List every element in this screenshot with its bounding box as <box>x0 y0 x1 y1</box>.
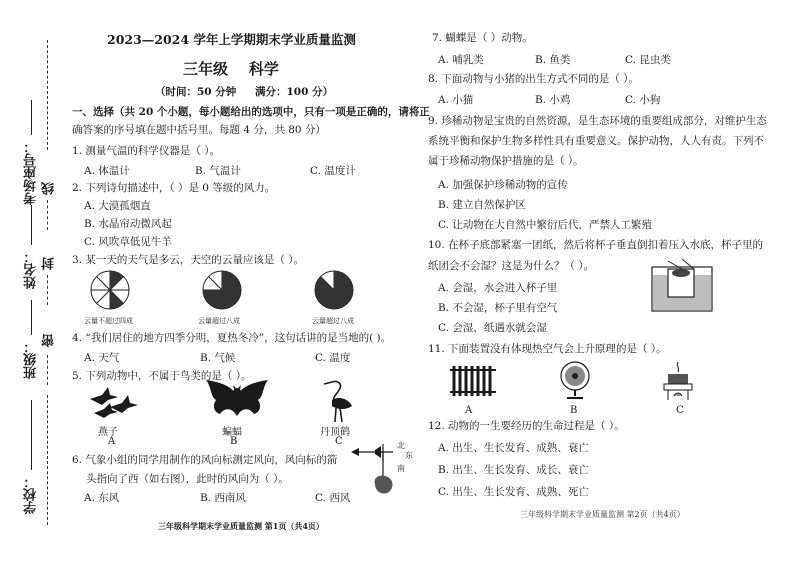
q8-option-a: A. 小猫 <box>438 94 474 106</box>
q2-option-a: A. 大漠孤烟直 <box>84 200 151 212</box>
q12-option-b: B. 出生、生长发育、成长、衰亡 <box>438 464 589 476</box>
q4-option-a: A. 天气 <box>84 352 120 364</box>
swallow-image <box>88 385 143 419</box>
q7-option-c: C. 昆虫类 <box>625 54 671 66</box>
section-instructions: 确答案的序号填在题中括号里。每题 4 分，共 80 分） <box>72 124 326 136</box>
q6-east-label: 东 <box>405 451 413 460</box>
q11-stem: 11. 下面装置没有体现热空气会上升原理的是（ ）。 <box>428 343 667 355</box>
cup-in-water-image <box>648 255 716 313</box>
q3-stem: 3. 某一天的天气是多云，天空的云量应该是（ ）。 <box>72 254 304 266</box>
exam-number-label: 考场座号： <box>24 140 39 205</box>
exam-time: （时间：50 分钟 <box>155 86 237 98</box>
q12-stem: 12. 动物的一生要经历的生命过程是（ ）。 <box>428 420 625 432</box>
q9-option-a: A. 加强保护珍稀动物的宣传 <box>438 179 568 191</box>
name-label: 姓名： <box>24 250 39 289</box>
fan-image <box>555 360 595 400</box>
q5-name-b: 蝙蝠 <box>222 427 242 438</box>
exam-score: 满分：100 分） <box>255 86 334 98</box>
q5-label-a: A <box>108 436 116 447</box>
q8-option-b: B. 小鸡 <box>535 94 571 106</box>
q10-option-b: B. 不会湿，杯子里有空气 <box>438 302 558 314</box>
footer-right: 三年级科学期末学业质量监测 第2页（共4页） <box>520 510 685 519</box>
q10-stem-line2: 纸团会不会湿？这是为什么？（ ）。 <box>428 260 595 272</box>
q5-label-c: C <box>335 436 343 447</box>
bat-image <box>202 378 272 422</box>
q5-label-b: B <box>230 436 238 447</box>
q6-stem-line2: 头指向了西（如右图），此时的风向为（ ）。 <box>86 473 289 485</box>
radiator-image <box>448 360 498 400</box>
school-label: 学校： <box>24 475 39 514</box>
section-title-text: 一、选择（共 20 个小题，每小题给出的选项中，只有一项是正确的，请将正 <box>72 106 430 118</box>
q6-option-b: B. 西南风 <box>200 492 246 504</box>
q1-option-a: A. 体温计 <box>84 165 130 177</box>
q6-option-a: A. 东风 <box>84 492 120 504</box>
q9-option-b: B. 建立自然保护区 <box>438 199 526 211</box>
grade-subject: 三年级 科学 <box>183 60 279 78</box>
q4-option-b: B. 气候 <box>200 352 236 364</box>
q6-option-c: C. 西风 <box>315 492 351 504</box>
q10-option-c: C. 会湿，纸遇水就会湿 <box>438 322 547 334</box>
q9-stem-line1: 9. 珍稀动物是宝贵的自然资源，是生态环境的重要组成部分，对维护生态 <box>428 115 767 127</box>
q1-option-c: C. 温度计 <box>310 165 356 177</box>
q6-stem-line1: 6. 气象小组的同学用制作的风向标测定风向，风向标的箭 <box>72 454 338 466</box>
q11-label-b: B <box>570 405 578 416</box>
q1-stem: 1. 测量气温的科学仪器是（ ）。 <box>72 145 220 157</box>
q7-option-b: B. 鱼类 <box>535 54 571 66</box>
q12-option-a: A. 出生、生长发育、成熟、衰亡 <box>438 442 589 454</box>
q9-stem-line2: 系统平衡和保护生物多样性具有重要意义。保护动物，人人有责。下列不 <box>428 135 764 147</box>
q5-name-a: 燕子 <box>98 427 118 438</box>
q4-option-c: C. 温度 <box>315 352 351 364</box>
secret-char: 密 <box>42 332 57 347</box>
q4-stem: 4. “我们居住的地方四季分明，夏热冬冷”，这句话讲的是当地的( )。 <box>72 332 392 344</box>
q2-option-b: B. 水晶帘动微风起 <box>84 218 172 230</box>
seal-line-char: 线 <box>42 180 57 195</box>
q5-name-c: 丹顶鹤 <box>320 427 350 438</box>
q8-stem: 8. 下面动物与小猪的出生方式不同的是（ ）。 <box>428 73 639 85</box>
q6-north-label: 北 <box>397 441 405 450</box>
q2-stem: 2. 下列诗句描述中，（ ）是 0 等级的风力。 <box>72 182 276 194</box>
q3-caption-b: 云量超过八成 <box>198 317 240 325</box>
q3-caption-a: 云量不超过四成 <box>84 317 133 325</box>
q9-option-c: C. 让动物在大自然中繁衍后代，严禁人工繁殖 <box>438 219 652 231</box>
q1-option-b: B. 气温计 <box>195 165 241 177</box>
q11-label-c: C <box>676 405 684 416</box>
crane-image <box>318 378 358 424</box>
q2-option-c: C. 风吹草低见牛羊 <box>84 236 172 248</box>
q3-caption-c: 云量超过八成 <box>312 317 354 325</box>
cloud-amount-diagrams <box>86 268 376 314</box>
q10-stem-line1: 10. 在杯子底部紧塞一团纸，然后将杯子垂直倒扣着压入水底，杯子里的 <box>428 239 764 251</box>
q6-south-label: 南 <box>397 464 405 473</box>
q7-option-a: A. 哺乳类 <box>438 54 484 66</box>
q7-stem: 7. 蝴蝶是（ ）动物。 <box>432 32 533 44</box>
seal-char: 封 <box>42 255 57 270</box>
q11-label-a: A <box>465 405 473 416</box>
q5-stem: 5. 下列动物中，不属于鸟类的是（ ）。 <box>72 370 252 382</box>
q10-option-a: A. 会湿，水会进入杯子里 <box>438 282 558 294</box>
exam-title: 2023—2024 学年上学期期末学业质量监测 <box>107 32 356 47</box>
q8-option-c: C. 小狗 <box>625 94 661 106</box>
q9-stem-line3: 属于珍稀动物保护措施的是（ ）。 <box>428 155 584 167</box>
section-title <box>72 104 430 119</box>
class-label: 班级： <box>24 340 39 379</box>
q12-option-c: C. 出生、生长发育、成熟、死亡 <box>438 486 589 498</box>
hot-air-device-image <box>660 360 696 402</box>
footer-left: 三年级科学期末学业质量监测 第1页（共4页） <box>158 521 324 531</box>
